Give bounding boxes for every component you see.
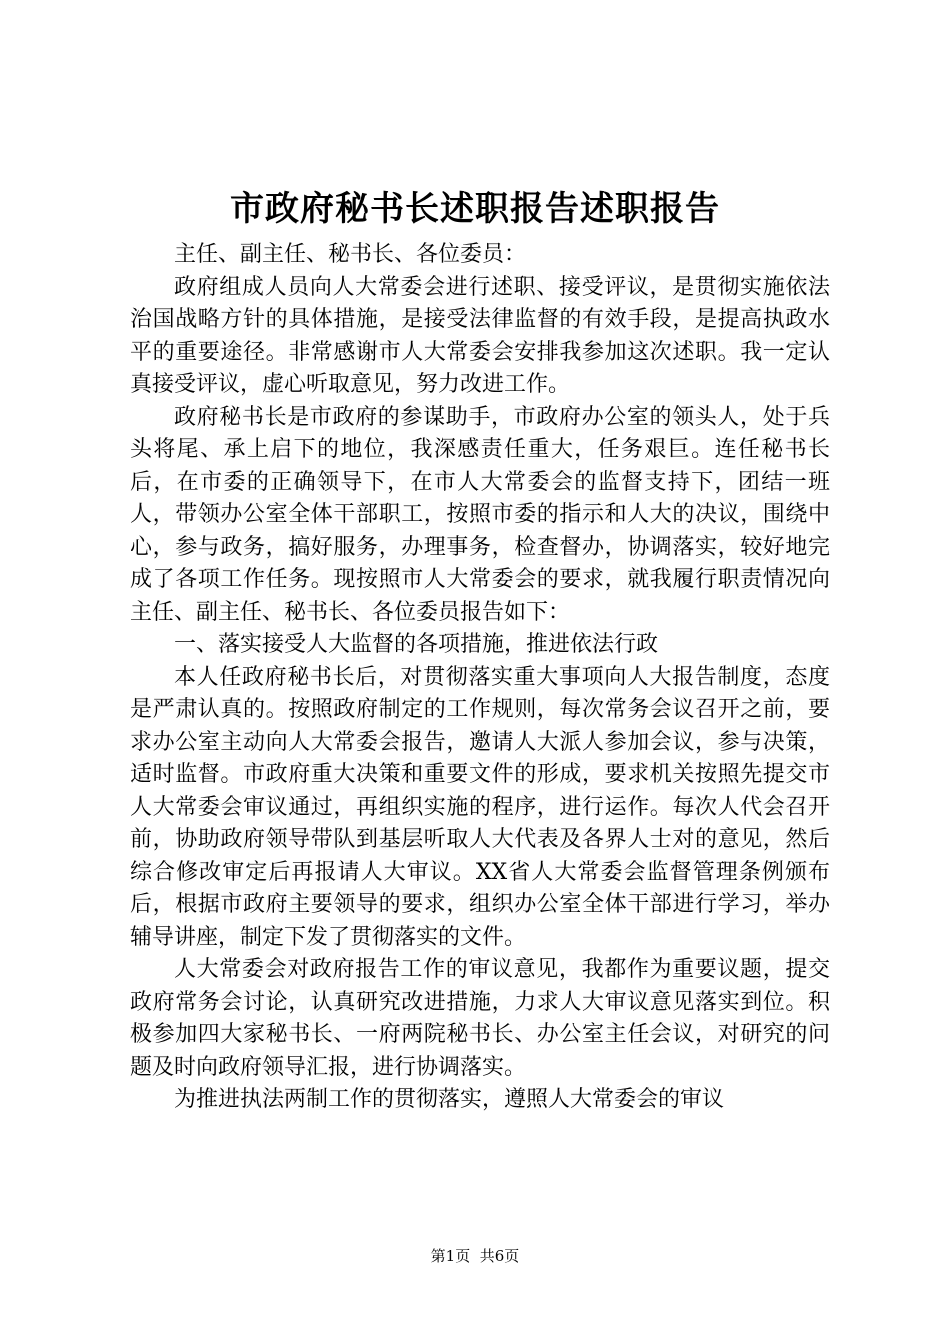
body-paragraph: 政府组成人员向人大常委会进行述职、接受评议，是贯彻实施依法治国战略方针的具体措施，是接受法律监督的有效手段，是提高执政水平的重要途径。非常感谢市人大常委会安排我参加这次述职。我一定认真接受评议，虚心听取意见，努力改进工作。 [130,274,830,397]
document-body [130,239,830,1117]
page-total: 共6页 [479,1247,520,1265]
body-paragraph: 政府秘书长是市政府的参谋助手，市政府办公室的领头人，处于兵头将尾、承上启下的地位，我深感责任重大，任务艰巨。连任秘书长后，在市委的正确领导下，在市人大常委会的监督支持下，团结一班人，带领办公室全体干部职工，按照市委的指示和人大的决议，围绕中心，参与政务，搞好服务，办理事务，检查督办，协调落实，较好地完成了各项工作任务。现按照市人大常委会的要求，就我履行职责情况向主任、副主任、秘书长、各位委员报告如下： [130,404,830,625]
salutation-paragraph: 主任、副主任、秘书长、各位委员： [174,242,527,267]
page-footer [0,1246,950,1266]
page-number: 第1页 [430,1247,471,1265]
section-heading: 一、落实接受人大监督的各项措施，推进依法行政 [174,632,659,657]
body-paragraph: 人大常委会对政府报告工作的审议意见，我都作为重要议题，提交政府常务会讨论，认真研究改进措施，力求人大审议意见落实到位。积极参加四大家秘书长、一府两院秘书长、办公室主任会议，对研究的问题及时向政府领导汇报，进行协调落实。 [130,957,830,1080]
body-paragraph: 本人任政府秘书长后，对贯彻落实重大事项向人大报告制度，态度是严肃认真的。按照政府制定的工作规则，每次常务会议召开之前，要求办公室主动向人大常委会报告，邀请人大派人参加会议，参与决策，适时监督。市政府重大决策和重要文件的形成，要求机关按照先提交市人大常委会审议通过，再组织实施的程序，进行运作。每次人代会召开前，协助政府领导带队到基层听取人大代表及各界人士对的意见，然后综合修改审定后再报请人大审议。XX省人大常委会监督管理条例颁布后，根据市政府主要领导的要求，组织办公室全体干部进行学习，举办辅导讲座，制定下发了贯彻落实的文件。 [130,664,830,950]
body-paragraph: 为推进执法两制工作的贯彻落实，遵照人大常委会的审议 [174,1087,725,1112]
document-title: 市政府秘书长述职报告述职报告 [230,189,720,229]
footer-separator [470,1247,480,1265]
